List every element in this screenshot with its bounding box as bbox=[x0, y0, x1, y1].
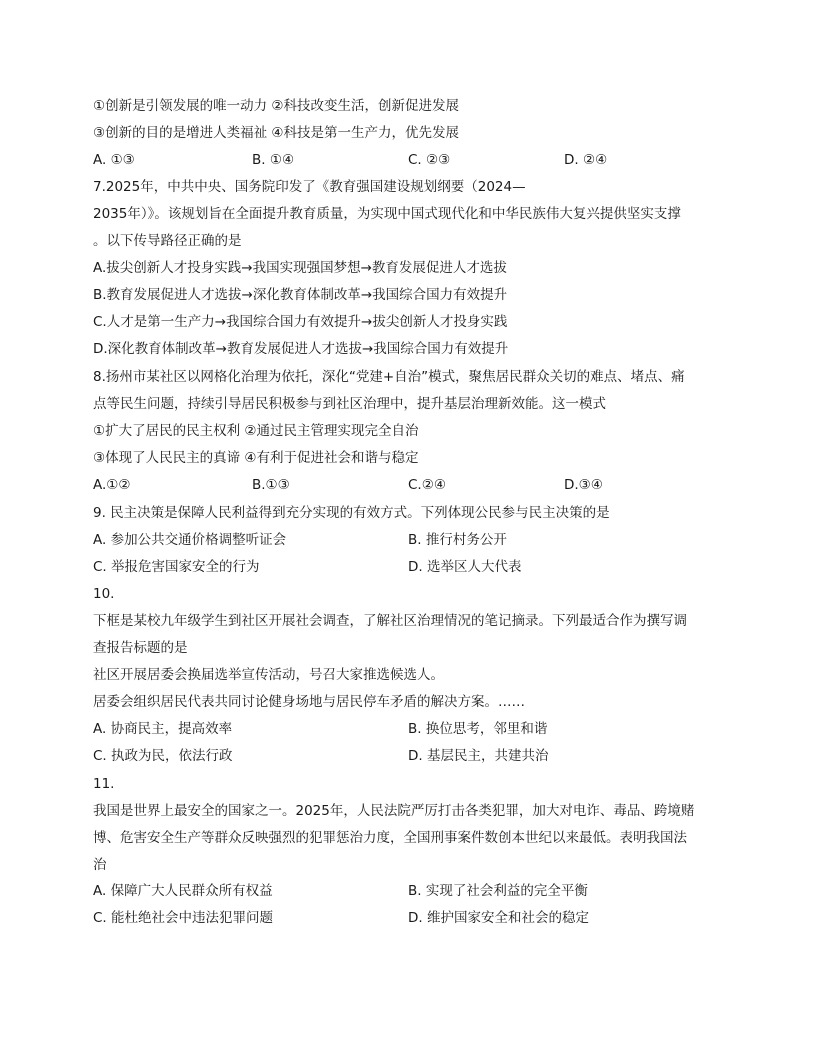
q10-note-line-2: 居委会组织居民代表共同讨论健身场地与居民停车矛盾的解决方案。…… bbox=[93, 694, 525, 710]
q10-option-d[interactable]: D. 基层民主，共建共治 bbox=[408, 748, 549, 764]
q7-stem-line-1: 7.2025年，中共中央、国务院印发了《教育强国建设规划纲要（2024— bbox=[93, 179, 526, 195]
q9-stem: 9. 民主决策是保障人民利益得到充分实现的有效方式。下列体现公民参与民主决策的是 bbox=[93, 505, 610, 521]
q9-option-d[interactable]: D. 选举区人大代表 bbox=[408, 559, 522, 575]
q8-option-d[interactable]: D.③④ bbox=[564, 477, 603, 493]
q6-statement-line-1: ①创新是引领发展的唯一动力 ②科技改变生活，创新促进发展 bbox=[93, 98, 459, 114]
q10-option-c[interactable]: C. 执政为民，依法行政 bbox=[93, 748, 233, 764]
q11-option-b[interactable]: B. 实现了社会利益的完全平衡 bbox=[408, 883, 588, 899]
q10-stem-line-1: 下框是某校九年级学生到社区开展社会调查，了解社区治理情况的笔记摘录。下列最适合作为撰写调 bbox=[93, 613, 687, 629]
q6-option-a[interactable]: A. ①③ bbox=[93, 152, 135, 168]
q9-option-b[interactable]: B. 推行村务公开 bbox=[408, 532, 507, 548]
q8-statement-line-2: ③体现了人民民主的真谛 ④有利于促进社会和谐与稳定 bbox=[93, 450, 419, 466]
q7-option-c[interactable]: C.人才是第一生产力→我国综合国力有效提升→拔尖创新人才投身实践 bbox=[93, 314, 508, 330]
q10-stem-line-2: 查报告标题的是 bbox=[93, 640, 188, 656]
q7-stem-line-2: 2035年）》。该规划旨在全面提升教育质量，为实现中国式现代化和中华民族伟大复兴提供坚实支撑 bbox=[93, 206, 681, 222]
q11-stem-line-1: 我国是世界上最安全的国家之一。2025年，人民法院严厉打击各类犯罪，加大对电诈、毒品、跨境赌 bbox=[93, 803, 695, 819]
q6-statement-line-2: ③创新的目的是增进人类福祉 ④科技是第一生产力，优先发展 bbox=[93, 125, 459, 141]
q11-stem-line-2: 博、危害安全生产等群众反映强烈的犯罪惩治力度，全国刑事案件数创本世纪以来最低。表明我国法 bbox=[93, 830, 687, 846]
q10-option-b[interactable]: B. 换位思考，邻里和谐 bbox=[408, 721, 548, 737]
q10-option-a[interactable]: A. 协商民主，提高效率 bbox=[93, 721, 233, 737]
q11-option-c[interactable]: C. 能杜绝社会中违法犯罪问题 bbox=[93, 910, 274, 926]
q11-number: 11. bbox=[93, 776, 115, 792]
q7-stem-line-3: 。以下传导路径正确的是 bbox=[93, 233, 242, 249]
q8-stem-line-1: 8.扬州市某社区以网格化治理为依托，深化“党建+自治”模式，聚焦居民群众关切的难点、堵点、痛 bbox=[93, 369, 685, 385]
q6-option-b[interactable]: B. ①④ bbox=[252, 152, 295, 168]
q11-option-a[interactable]: A. 保障广大人民群众所有权益 bbox=[93, 883, 273, 899]
q7-option-d[interactable]: D.深化教育体制改革→教育发展促进人才选拔→我国综合国力有效提升 bbox=[93, 341, 509, 357]
q9-option-a[interactable]: A. 参加公共交通价格调整听证会 bbox=[93, 532, 287, 548]
q7-option-b[interactable]: B.教育发展促进人才选拔→深化教育体制改革→我国综合国力有效提升 bbox=[93, 287, 508, 303]
q8-stem-line-2: 点等民生问题，持续引导居民积极参与到社区治理中，提升基层治理新效能。这一模式 bbox=[93, 396, 606, 412]
q6-option-d[interactable]: D. ②④ bbox=[564, 152, 608, 168]
q9-option-c[interactable]: C. 举报危害国家安全的行为 bbox=[93, 559, 260, 575]
q8-option-c[interactable]: C.②④ bbox=[408, 477, 446, 493]
q8-option-b[interactable]: B.①③ bbox=[252, 477, 290, 493]
q10-number: 10. bbox=[93, 586, 115, 602]
q11-stem-line-3: 治 bbox=[93, 857, 107, 873]
q8-option-a[interactable]: A.①② bbox=[93, 477, 131, 493]
q6-option-c[interactable]: C. ②③ bbox=[408, 152, 451, 168]
q11-option-d[interactable]: D. 维护国家安全和社会的稳定 bbox=[408, 910, 589, 926]
q10-note-line-1: 社区开展居委会换届选举宣传活动，号召大家推选候选人。 bbox=[93, 667, 444, 683]
q7-option-a[interactable]: A.拔尖创新人才投身实践→我国实现强国梦想→教育发展促进人才选拔 bbox=[93, 260, 507, 276]
q8-statement-line-1: ①扩大了居民的民主权利 ②通过民主管理实现完全自治 bbox=[93, 423, 419, 439]
